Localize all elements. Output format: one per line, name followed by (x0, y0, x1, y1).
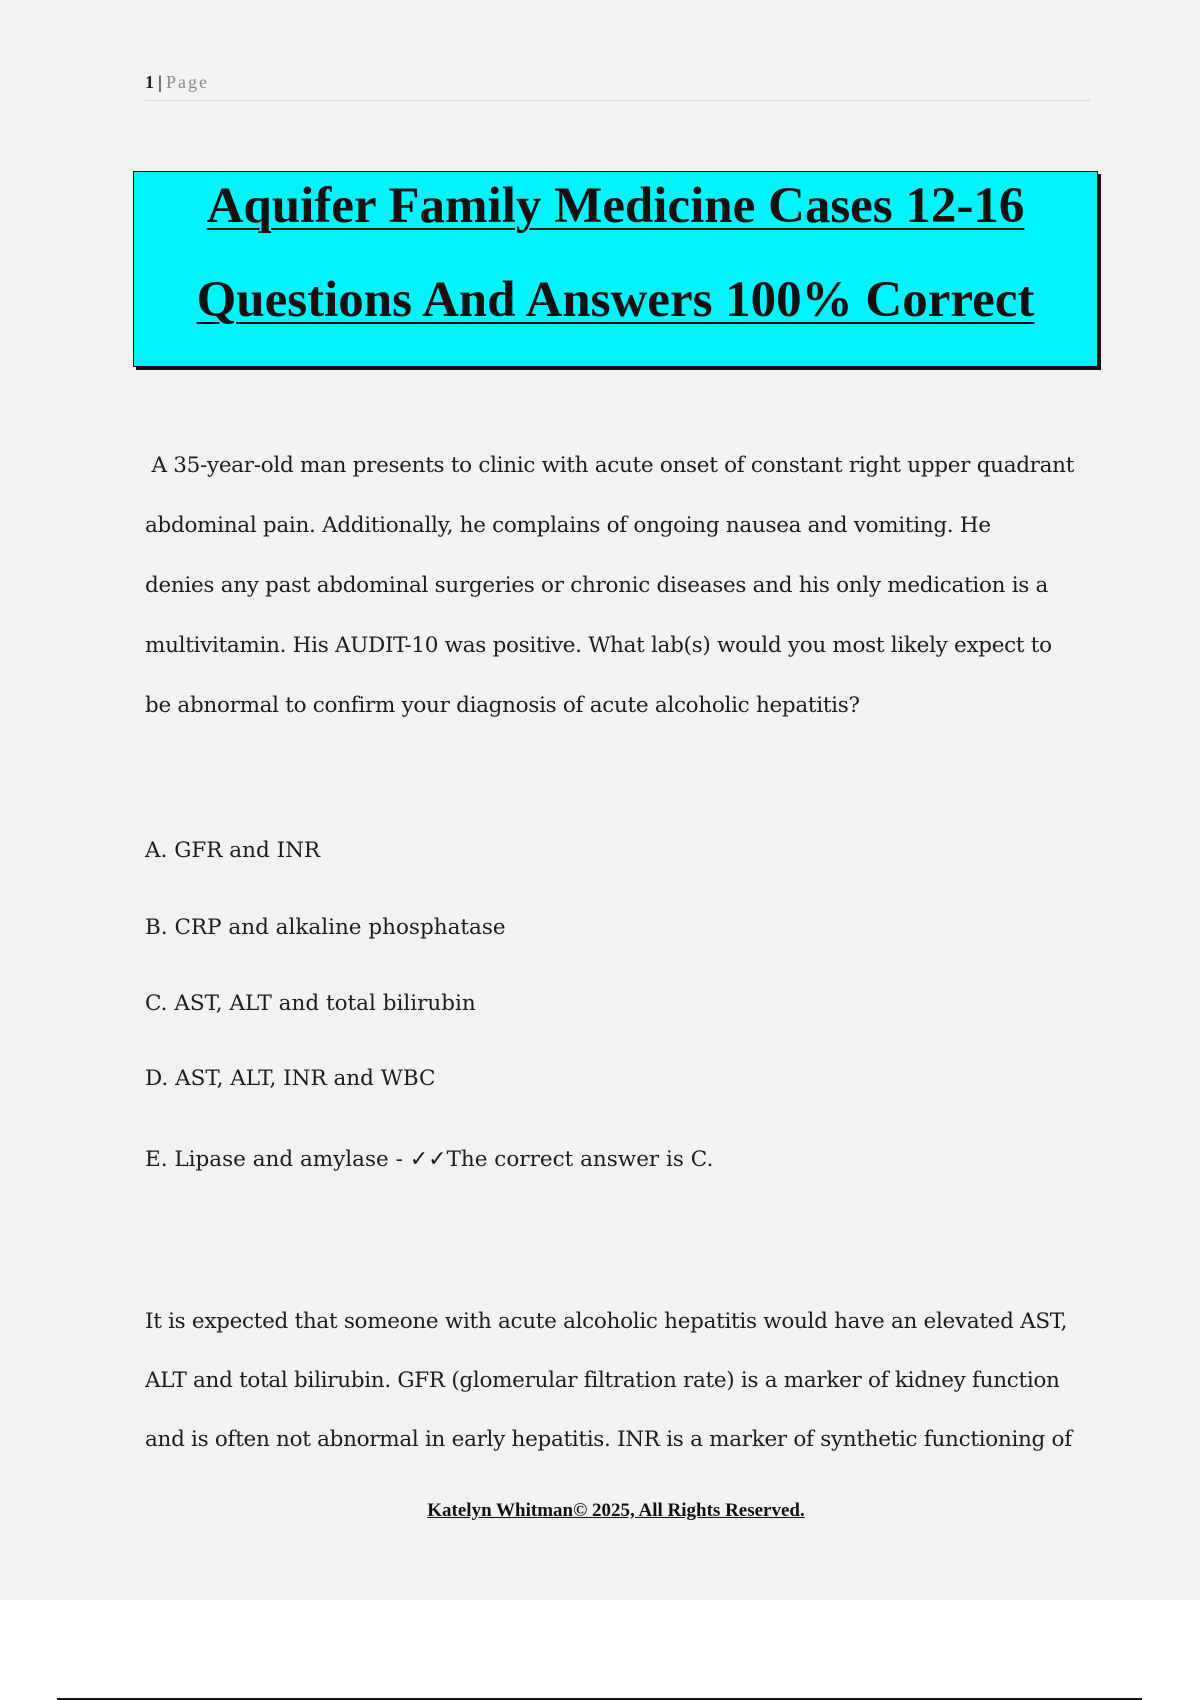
page-separator: | (158, 72, 162, 92)
correct-answer-text: The correct answer is C. (446, 1147, 714, 1172)
checkmark-icon: ✓✓ (409, 1147, 447, 1172)
question-line: A 35-year-old man presents to clinic with acute onset of constant right upper quadrant (145, 453, 1075, 478)
option-b: B. CRP and alkaline phosphatase (145, 915, 506, 940)
explanation-line: ALT and total bilirubin. GFR (glomerular filtration rate) is a marker of kidney function (145, 1368, 1060, 1393)
question-text (145, 436, 1090, 736)
page-header (145, 72, 1090, 101)
option-d: D. AST, ALT, INR and WBC (145, 1066, 436, 1091)
title-line-1: Aquifer Family Medicine Cases 12-16 (206, 178, 1025, 234)
title-line-2: Questions And Answers 100% Correct (196, 272, 1035, 328)
option-e (145, 1147, 713, 1172)
explanation-line: and is often not abnormal in early hepatitis. INR is a marker of synthetic functioning of (145, 1427, 1072, 1452)
page-label: Page (165, 72, 209, 92)
explanation-text (145, 1292, 1090, 1469)
page-number: 1 (145, 72, 154, 92)
option-c: C. AST, ALT and total bilirubin (145, 991, 476, 1016)
title-banner (133, 171, 1098, 367)
question-line: multivitamin. His AUDIT-10 was positive. What lab(s) would you most likely expect to (145, 633, 1052, 658)
question-line: denies any past abdominal surgeries or chronic diseases and his only medication is a (145, 573, 1049, 598)
explanation-line: It is expected that someone with acute alcoholic hepatitis would have an elevated AST, (145, 1309, 1068, 1334)
question-line: be abnormal to confirm your diagnosis of acute alcoholic hepatitis? (145, 693, 860, 718)
copyright-footer: Katelyn Whitman© 2025, All Rights Reserved. (427, 1500, 805, 1521)
option-e-text: E. Lipase and amylase - (145, 1147, 410, 1172)
option-a: A. GFR and INR (145, 838, 321, 863)
question-line: abdominal pain. Additionally, he complains of ongoing nausea and vomiting. He (145, 513, 991, 538)
